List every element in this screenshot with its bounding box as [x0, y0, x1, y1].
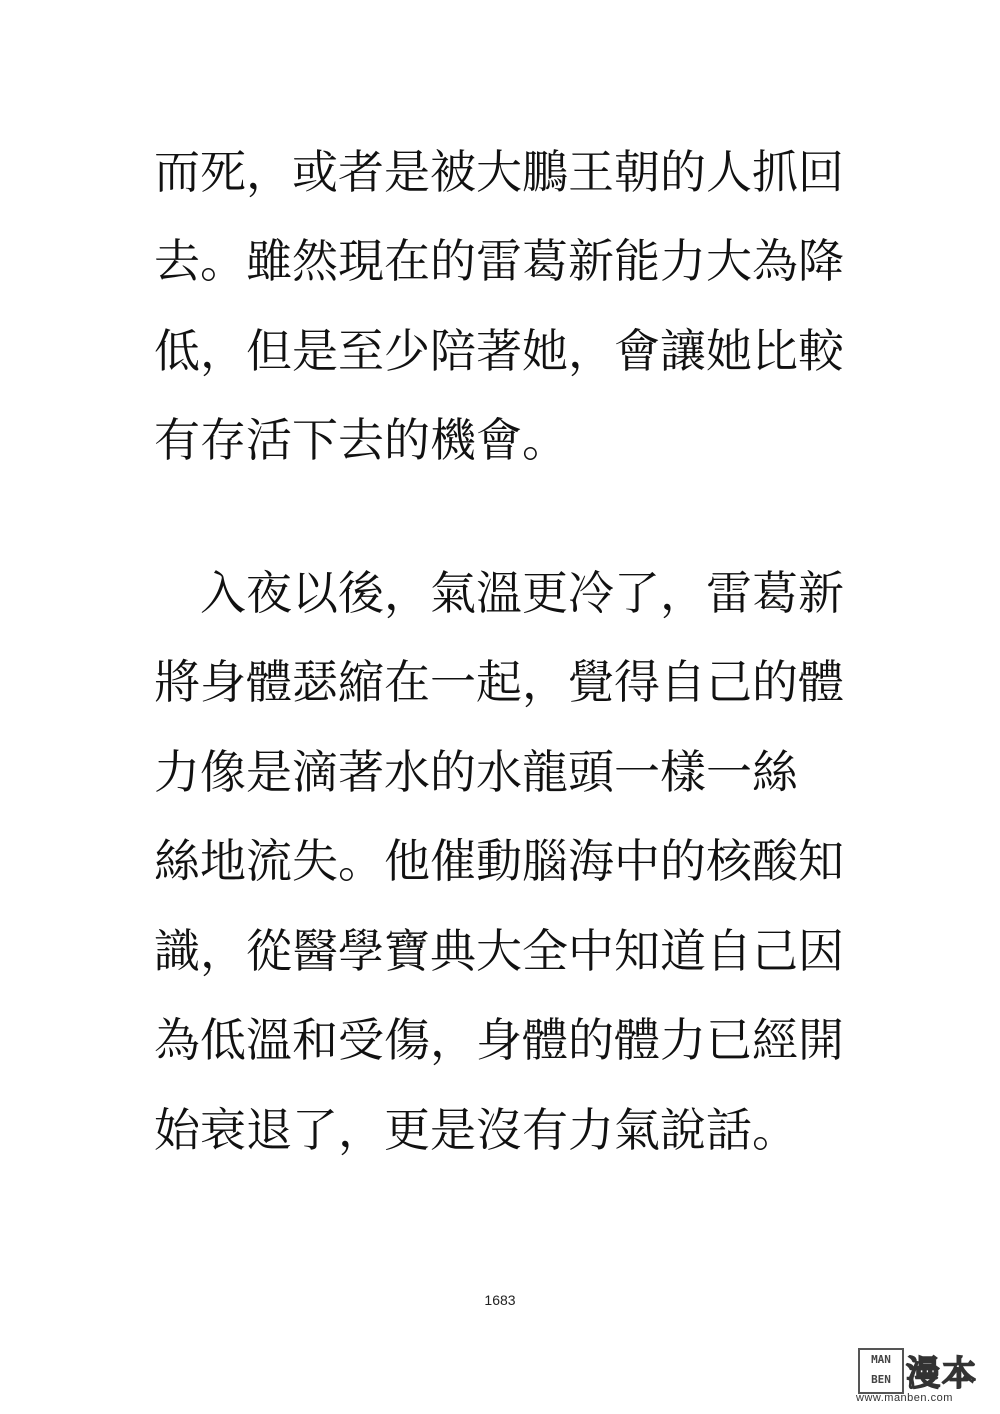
watermark-box	[858, 1348, 904, 1394]
watermark-name: 漫本	[906, 1354, 978, 1394]
watermark-logo	[850, 1344, 990, 1406]
paragraph-2-line-6: 為低溫和受傷，身體的體力已經開	[154, 1013, 844, 1067]
paragraph-2-line-2: 將身體瑟縮在一起，覺得自己的體	[154, 655, 844, 709]
paragraph-2-line-3: 力像是滴著水的水龍頭一樣一絲	[154, 745, 798, 799]
paragraph-2-line-4: 絲地流失。他催動腦海中的核酸知	[154, 834, 844, 888]
watermark-url: www.manben.com	[856, 1392, 953, 1404]
watermark-box-top: MAN	[871, 1353, 891, 1366]
paragraph-1-line-2: 去。雖然現在的雷葛新能力大為降	[154, 234, 844, 288]
watermark-box-bottom: BEN	[871, 1373, 891, 1386]
paragraph-2-line-7: 始衰退了，更是沒有力氣說話。	[154, 1103, 798, 1157]
paragraph-1-line-1: 而死，或者是被大鵬王朝的人抓回	[154, 145, 844, 199]
paragraph-2-line-1: 入夜以後，氣溫更冷了，雷葛新	[154, 566, 844, 620]
page-number: 1683	[484, 1292, 516, 1308]
paragraph-1-line-3: 低，但是至少陪著她，會讓她比較	[154, 324, 844, 378]
paragraph-1-line-4: 有存活下去的機會。	[154, 413, 568, 467]
paragraph-2-line-5: 識，從醫學寶典大全中知道自己因	[154, 924, 844, 978]
